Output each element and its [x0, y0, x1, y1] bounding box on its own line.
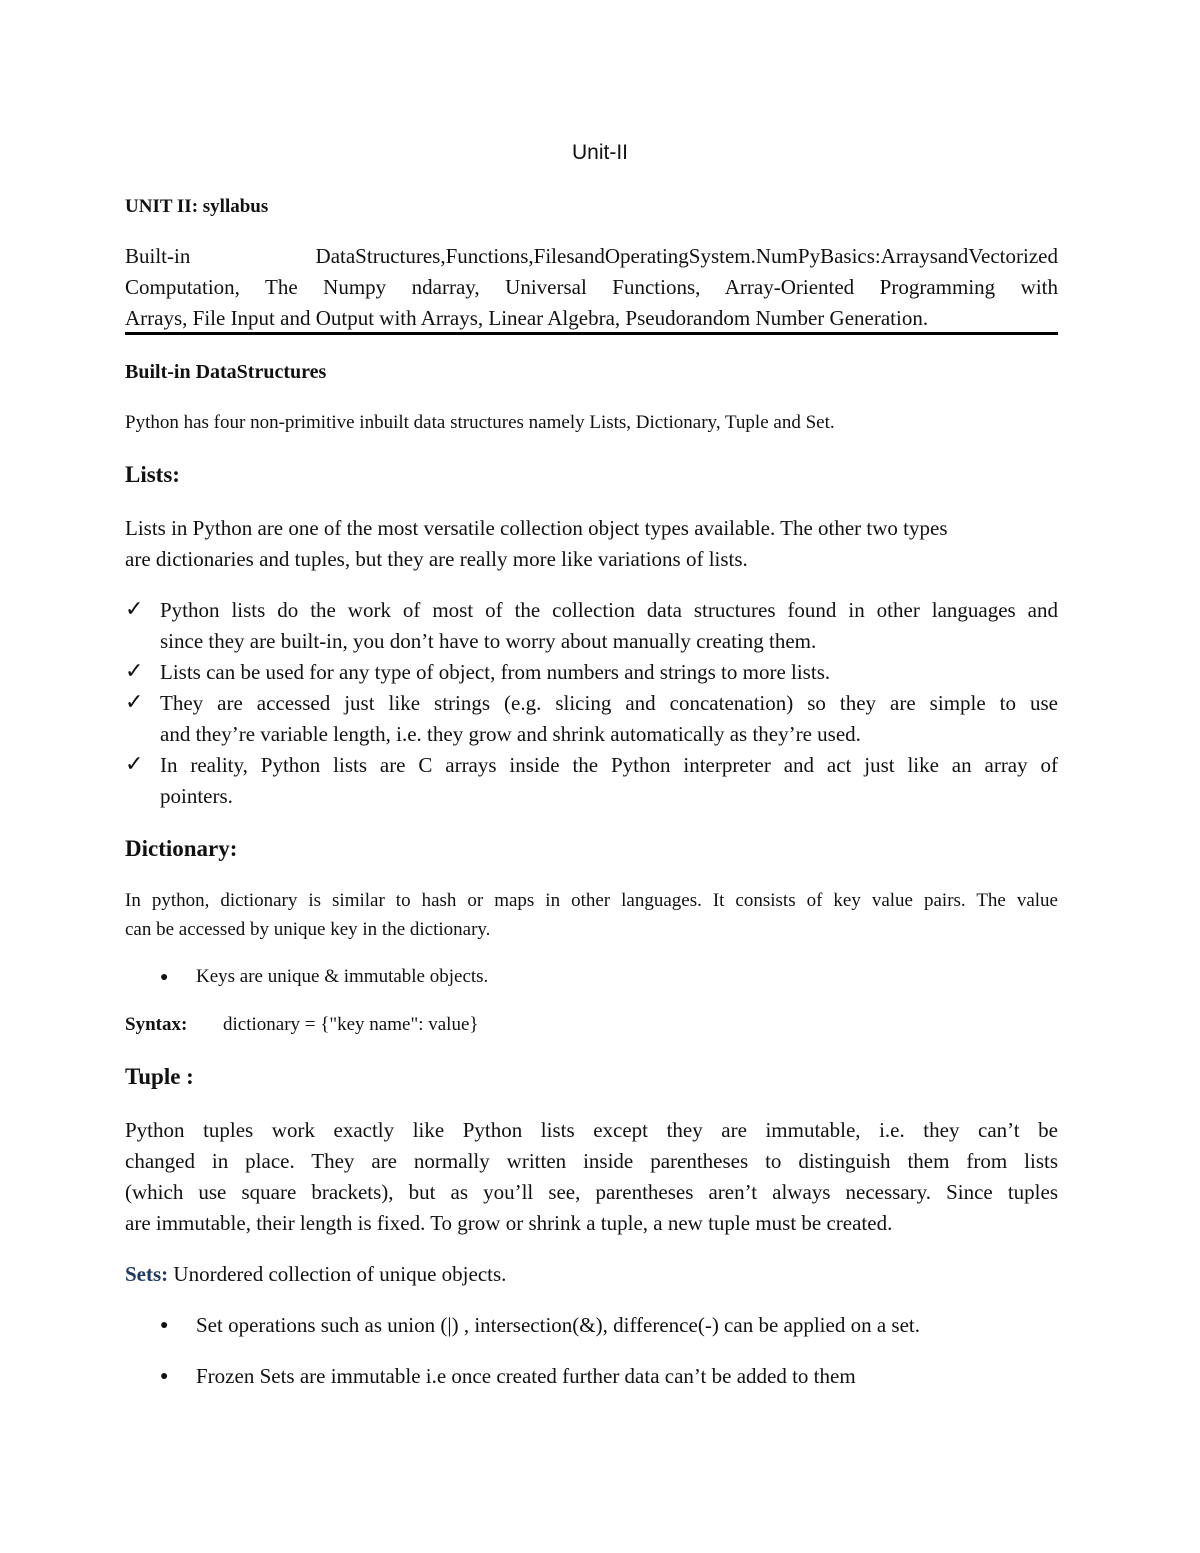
checkmark-icon: ✓ [125, 751, 144, 776]
list-point-cont: since they are built-in, you don’t have to worry about manually creating them. [160, 629, 817, 653]
bullet-icon: ● [160, 1369, 169, 1384]
list-point: Python lists do the work of most of the collection data structures found in other languages and [160, 598, 1058, 622]
checkmark-icon: ✓ [125, 658, 144, 683]
checkmark-icon: ✓ [125, 596, 144, 621]
checkmark-icon: ✓ [125, 689, 144, 714]
syntax-value: dictionary = {"key name": value} [223, 1014, 479, 1035]
divider-rule [125, 332, 1058, 335]
syllabus-line: Built-in DataStructures,Functions,FilesandOperatingSystem.NumPyBasics:ArraysandVectorized [125, 244, 1058, 268]
sets-line [125, 1262, 506, 1287]
sets-bullet: Set operations such as union (|) , intersection(&), difference(-) can be applied on a set. [196, 1313, 920, 1337]
list-point: They are accessed just like strings (e.g. slicing and concatenation) so they are simple to use [160, 691, 1058, 715]
list-point: In reality, Python lists are C arrays inside the Python interpreter and act just like an array of [160, 753, 1058, 777]
syllabus-heading: UNIT II: syllabus [125, 196, 269, 217]
sets-bullet: Frozen Sets are immutable i.e once created further data can’t be added to them [196, 1364, 856, 1388]
tuple-text-line: changed in place. They are normally written inside parentheses to distinguish them from lists [125, 1149, 1058, 1173]
lists-intro-line: Lists in Python are one of the most versatile collection object types available. The other two types [125, 516, 948, 540]
bullet-icon: ● [160, 970, 169, 985]
lists-heading: Lists: [125, 462, 180, 487]
dictionary-text-line: In python, dictionary is similar to hash or maps in other languages. It consists of key value pairs. The value [125, 890, 1058, 911]
tuple-heading: Tuple : [125, 1064, 194, 1089]
list-point: Lists can be used for any type of object, from numbers and strings to more lists. [160, 660, 831, 684]
builtin-heading: Built-in DataStructures [125, 361, 327, 383]
tuple-text-line: are immutable, their length is fixed. To grow or shrink a tuple, a new tuple must be created. [125, 1211, 893, 1235]
sets-text: Unordered collection of unique objects. [168, 1262, 507, 1286]
list-point-cont: pointers. [160, 784, 233, 808]
lists-intro-line: are dictionaries and tuples, but they are really more like variations of lists. [125, 547, 748, 571]
tuple-text-line: (which use square brackets), but as you’ll see, parentheses aren’t always necessary. Since tuples [125, 1180, 1058, 1204]
syllabus-line: Arrays, File Input and Output with Arrays, Linear Algebra, Pseudorandom Number Generation. [125, 306, 929, 330]
syllabus-line: Computation, The Numpy ndarray, Universal Functions, Array-Oriented Programming with [125, 275, 1058, 299]
tuple-text-line: Python tuples work exactly like Python lists except they are immutable, i.e. they can’t be [125, 1118, 1058, 1142]
page-title: Unit-II [571, 141, 628, 164]
bullet-icon: ● [160, 1318, 169, 1333]
dictionary-bullet: Keys are unique & immutable objects. [196, 966, 489, 987]
dictionary-text-line: can be accessed by unique key in the dictionary. [125, 919, 491, 940]
builtin-intro: Python has four non-primitive inbuilt data structures namely Lists, Dictionary, Tuple and Set. [125, 412, 835, 433]
sets-label: Sets: [125, 1262, 169, 1286]
dictionary-heading: Dictionary: [125, 836, 238, 861]
list-point-cont: and they’re variable length, i.e. they grow and shrink automatically as they’re used. [160, 722, 861, 746]
syntax-label: Syntax: [125, 1014, 188, 1035]
